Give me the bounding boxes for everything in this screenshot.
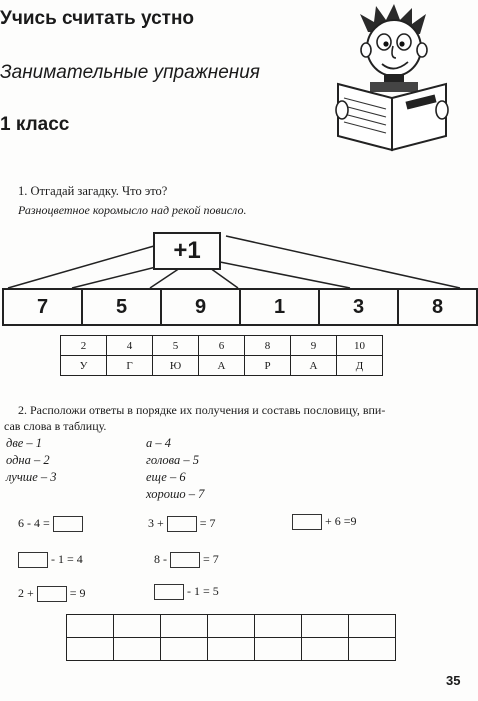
answer-box[interactable] [37,586,67,602]
answer-cell[interactable] [349,615,396,638]
operator-box: +1 [153,232,221,270]
task1-riddle: Разноцветное коромысло над рекой повисло. [18,203,247,217]
answer-cell[interactable] [255,638,302,661]
code-letter: Р [245,356,291,376]
answer-box[interactable] [154,584,184,600]
numbers-table [2,288,478,326]
word-item: две – 1 [6,436,43,450]
task2-prompt-line1: 2. Расположи ответы в порядке их получения и составь пословицу, впи- [18,403,386,417]
answer-cell[interactable] [349,638,396,661]
answer-cell[interactable] [114,638,161,661]
answer-cell[interactable] [67,615,114,638]
answer-cell[interactable] [255,615,302,638]
equation-6: 2 + = 9 [18,586,86,602]
number-cell: 7 [3,289,82,325]
number-cell: 3 [319,289,398,325]
code-letter: Ю [153,356,199,376]
code-number: 5 [153,336,199,356]
page-title: Учись считать устно [0,8,195,29]
grade-label: 1 класс [0,114,70,135]
page-subtitle: Занимательные упражнения [0,62,260,83]
code-letter: А [199,356,245,376]
number-cell: 8 [398,289,477,325]
equation-4: - 1 = 4 [18,552,83,568]
code-number: 8 [245,336,291,356]
answer-box[interactable] [292,514,322,530]
answer-grid [66,614,396,661]
code-table [60,335,383,376]
answer-box[interactable] [53,516,83,532]
answer-box[interactable] [167,516,197,532]
code-letter: А [291,356,337,376]
answer-box[interactable] [18,552,48,568]
task1-prompt: 1. Отгадай загадку. Что это? [18,184,168,198]
answer-cell[interactable] [161,615,208,638]
equation-7: - 1 = 5 [154,584,219,600]
equation-2: 3 + = 7 [148,516,216,532]
equation-1: 6 - 4 = [18,516,83,532]
code-letter: Д [337,356,383,376]
answer-box[interactable] [170,552,200,568]
number-cell: 9 [161,289,240,325]
code-number: 9 [291,336,337,356]
code-number: 10 [337,336,383,356]
answer-cell[interactable] [302,615,349,638]
word-item: одна – 2 [6,453,50,467]
equation-5: 8 - = 7 [154,552,219,568]
answer-cell[interactable] [67,638,114,661]
code-letter: У [61,356,107,376]
answer-cell[interactable] [161,638,208,661]
word-item: а – 4 [146,436,171,450]
word-item: голова – 5 [146,453,200,467]
task2-prompt-line2: сав слова в таблицу. [4,419,107,433]
word-item: лучше – 3 [6,470,57,484]
answer-cell[interactable] [208,638,255,661]
code-number: 6 [199,336,245,356]
answer-cell[interactable] [208,615,255,638]
number-cell: 5 [82,289,161,325]
number-cell: 1 [240,289,319,325]
answer-cell[interactable] [114,615,161,638]
word-item: хорошо – 7 [146,487,205,501]
code-number: 2 [61,336,107,356]
answer-cell[interactable] [302,638,349,661]
word-item: еще – 6 [146,470,186,484]
page-number: 35 [446,673,461,688]
code-number: 4 [107,336,153,356]
equation-3: + 6 =9 [292,514,357,530]
code-letter: Г [107,356,153,376]
